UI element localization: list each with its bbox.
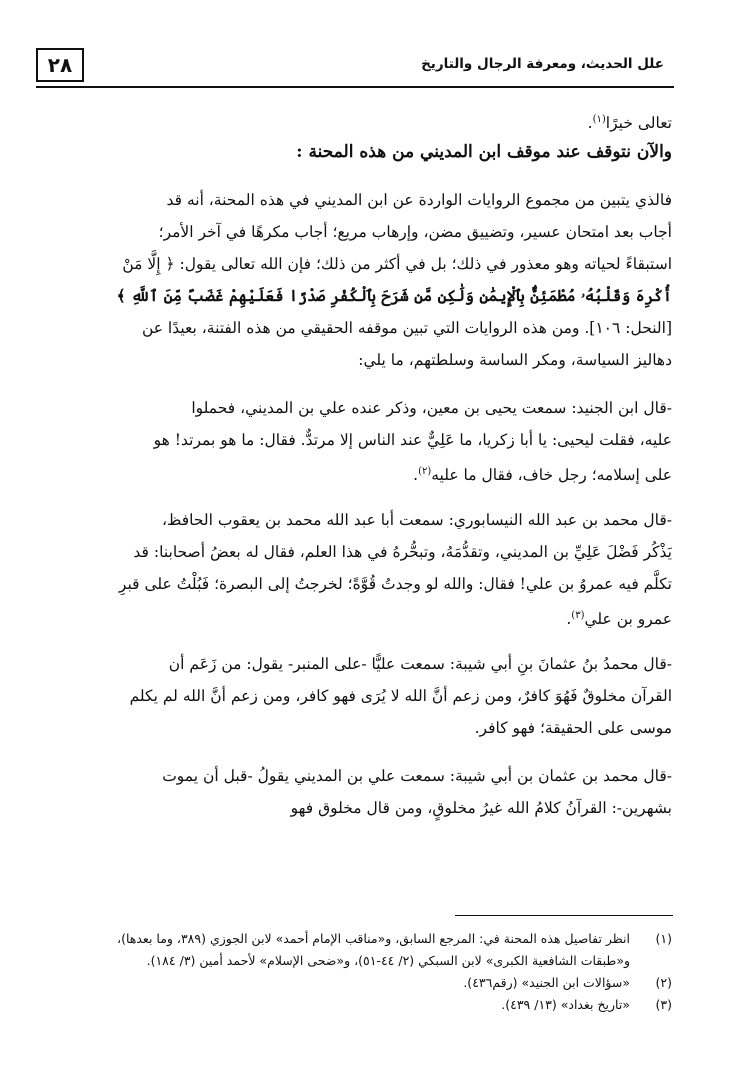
text-line: تعالى خيرًا$^{(١)}$. [587, 114, 672, 133]
text-line: موسى على الحقيقة؛ فهو كافر. [474, 719, 672, 737]
text-line: القرآن مخلوقٌ فَهُوَ كافرٌ، ومن زعم أنَّ الله لا يُرَى فهو كافر، ومن زعم أنَّ الله لم يكلم [129, 687, 672, 705]
running-title: علل الحديث، ومعرفة الرجال والتاريخ [421, 56, 664, 72]
text-line: -قال محمدُ بنُ عثمانَ بنِ أبي شيبة: سمعت عليًّا -على المنبر- يقول: من زَعَم أن [168, 655, 672, 673]
text-line: استبقاءً لحياته وهو معذور في ذلك؛ بل في أكثر من ذلك؛ فإن الله تعالى يقول: ﴿ إِلَّا مَنْ [122, 255, 672, 273]
text-line: [النحل: ١٠٦]. ومن هذه الروايات التي تبين موقفه الحقيقي من هذه الفتنة، بعيدًا عن [141, 319, 672, 337]
text-line: عمرو بن علي$^{(٣)}$. [566, 610, 672, 629]
footnote [40, 972, 672, 994]
text-line: على إسلامه؛ رجل خاف، فقال ما عليه$^{(٢)}$. [413, 466, 672, 485]
text-line: بشهرين-: القرآنُ كلامُ الله غيرُ مخلوقٍ، ومن قال مخلوق فهو [290, 799, 672, 817]
text-line: فالذي يتبين من مجموع الروايات الواردة عن ابن المديني في هذه المحنة، أنه قد [166, 191, 672, 209]
footnote-ref: (١) [592, 114, 606, 125]
footnotes [40, 928, 672, 1016]
text-line: دهاليز السياسة، ومكر الساسة وسلطتهم، ما يلي: [358, 351, 672, 369]
section-heading: والآن نتوقف عند موقف ابن المديني من هذه المحنة : [296, 142, 672, 162]
footnote-continuation: و«طبقات الشافعية الكبرى» لابن السبكي (٢/ ٤٤-٥١)، و«ضحى الإسلام» لأحمد أمين (٣/ ١٨٤). [146, 953, 630, 968]
text-line: -قال محمد بن عبد الله النيسابوري: سمعت أبا عبد الله محمد بن يعقوب الحافظ، [162, 511, 672, 529]
text-line: عليه، فقلت ليحيى: يا أبا زكريا، ما عَلِيٌّ عند الناس إلا مرتدٌّ. فقال: ما هو بمرتد! هو [153, 431, 672, 449]
page-number: ٢٨ [36, 48, 84, 82]
text-line: يَذْكُر فَضْلَ عَلِيِّ بن المديني، وتقدُّمَهُ، وتبحُّرهُ في هذا العلم، فقال له بعضُ أصحابنا: قد [133, 543, 672, 561]
text-line: أجاب بعد امتحان عسير، وتضييق مضن، وإرهاب مريع؛ أجاب مكرهًا في آخر الأمر؛ [158, 223, 672, 241]
footnote-ref: (٢) [418, 466, 432, 477]
footnote-number: (١) [655, 931, 672, 946]
quran-verse: أُكْرِهَ وَقَلْبُهُۥ مُطْمَئِنٌّۢ بِٱلْإِيمَٰنِ وَلَٰكِن مَّن شَرَحَ بِٱلْكُفْرِ صَدْرًا فَعَلَيْهِمْ غَضَبٌ مِّنَ ٱللَّهِ ﴾ [116, 286, 672, 305]
footnote-divider [455, 915, 673, 916]
footnote-text: «سؤالات ابن الجنيد» (رقم٤٣٦). [463, 975, 630, 990]
footnote-text: «تاريخ بغداد» (١٣/ ٤٣٩). [501, 997, 630, 1012]
footnote-ref: (٣) [571, 610, 585, 621]
page-header [36, 42, 674, 88]
footnote [40, 928, 672, 950]
text-line: تكلَّم فيه عمروُ بن علي! فقال: والله لو وجدتُ قُوَّةً؛ لخرجتُ إلى البصرة؛ فَبُلْتُ على قبرِ [118, 575, 672, 593]
text-line: -قال محمد بن عثمان بن أبي شيبة: سمعت علي بن المديني يقولُ -قبل أن يموت [162, 767, 672, 785]
footnote [40, 994, 672, 1016]
footnote-text: انظر تفاصيل هذه المحنة في: المرجع السابق، و«مناقب الإمام أحمد» لابن الجوزي (٣٨٩، وما بعدها)، [117, 931, 630, 946]
text-line: -قال ابن الجنيد: سمعت يحيى بن معين، وذكر عنده علي بن المديني، فحملوا [191, 399, 672, 417]
footnote-number: (٣) [655, 997, 672, 1012]
main-text [40, 104, 672, 824]
footnote-number: (٢) [655, 975, 672, 990]
